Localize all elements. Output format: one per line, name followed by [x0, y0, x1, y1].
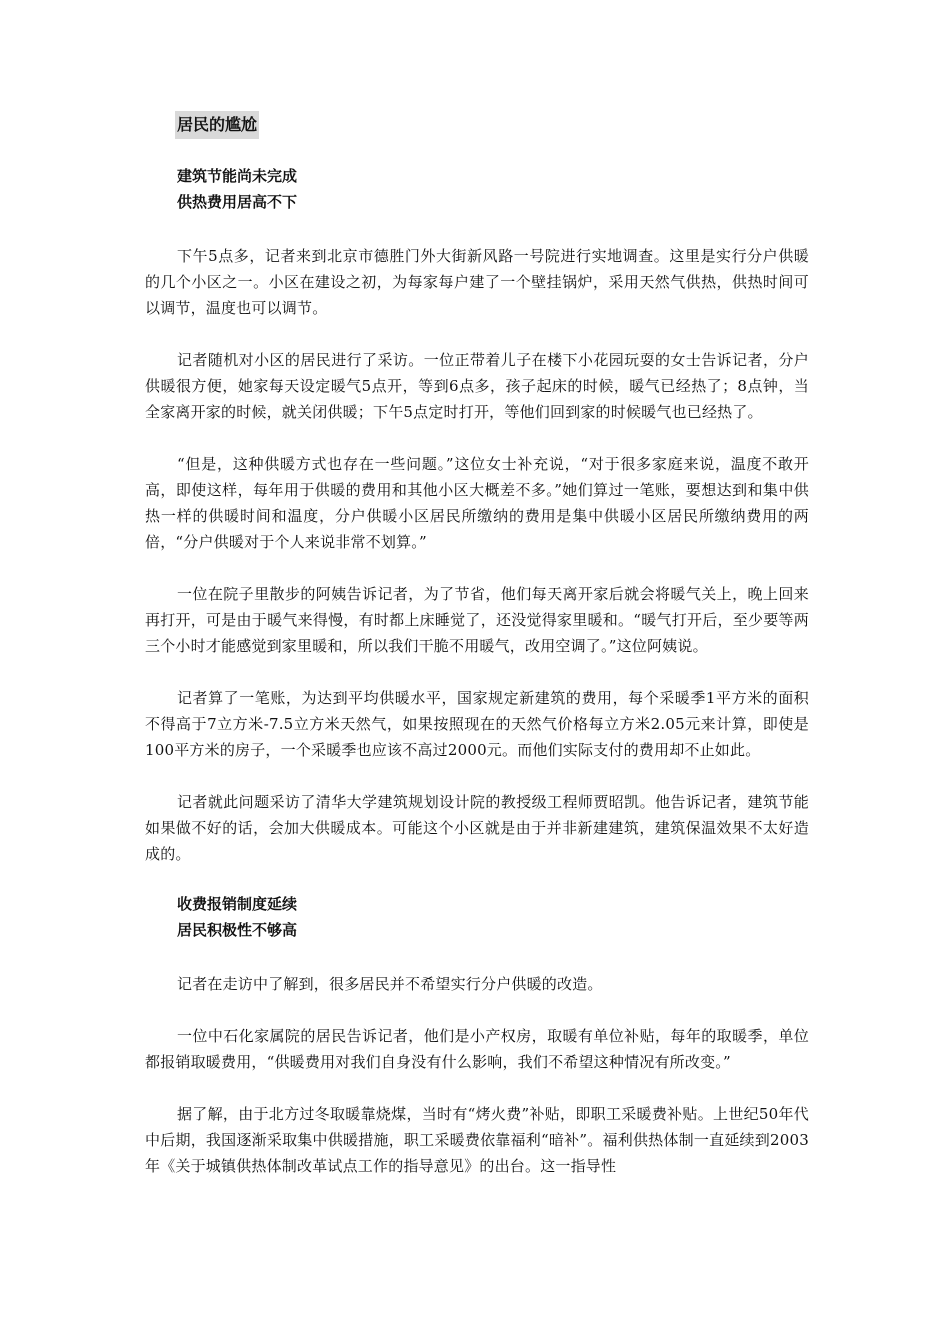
- body-paragraph: 记者算了一笔账，为达到平均供暖水平，国家规定新建筑的费用，每个采暖季1平方米的面积不得高于7立方米-7.5立方米天然气，如果按照现在的天然气价格每立方米2.05元来计算，即使是100平方米的房子，一个采暖季也应该不高过2000元。而他们实际支付的费用却不止如此。: [145, 689, 809, 759]
- subheading-block-1: [145, 163, 809, 215]
- subheading-line: 供热费用居高不下: [177, 193, 298, 211]
- subheading-line: 收费报销制度延续: [177, 895, 298, 913]
- body-paragraph: 一位在院子里散步的阿姨告诉记者，为了节省，他们每天离开家后就会将暖气关上，晚上回来再打开，可是由于暖气来得慢，有时都上床睡觉了，还没觉得家里暖和。“暖气打开后，至少要等两三个小时才能感觉到家里暖和，所以我们干脆不用暖气，改用空调了。”这位阿姨说。: [145, 585, 809, 655]
- body-paragraph: 据了解，由于北方过冬取暖靠烧煤，当时有“烤火费”补贴，即职工采暖费补贴。上世纪50年代中后期，我国逐渐采取集中供暖措施，职工采暖费依靠福利“暗补”。福利供热体制一直延续到2003年《关于城镇供热体制改革试点工作的指导意见》的出台。这一指导性: [145, 1105, 809, 1175]
- body-paragraph: 下午5点多，记者来到北京市德胜门外大街新风路一号院进行实地调查。这里是实行分户供暖的几个小区之一。小区在建设之初，为每家每户建了一个壁挂锅炉，采用天然气供热，供热时间可以调节，温度也可以调节。: [145, 247, 809, 317]
- section-title: 居民的尴尬: [175, 111, 259, 139]
- subheading-line: 建筑节能尚未完成: [177, 167, 298, 185]
- body-paragraph: 记者在走访中了解到，很多居民并不希望实行分户供暖的改造。: [177, 975, 603, 993]
- body-paragraph: 记者就此问题采访了清华大学建筑规划设计院的教授级工程师贾昭凯。他告诉记者，建筑节能如果做不好的话，会加大供暖成本。可能这个小区就是由于并非新建建筑，建筑保温效果不太好造成的。: [145, 793, 809, 863]
- subheading-line: 居民积极性不够高: [177, 921, 298, 939]
- body-paragraph: “但是，这种供暖方式也存在一些问题。”这位女士补充说，“对于很多家庭来说，温度不敢开高，即使这样，每年用于供暖的费用和其他小区大概差不多。”她们算过一笔账，要想达到和集中供热一样的供暖时间和温度，分户供暖小区居民所缴纳的费用是集中供暖小区居民所缴纳费用的两倍，“分户供暖对于个人来说非常不划算。”: [145, 455, 809, 551]
- document-body: [145, 111, 809, 1179]
- subheading-block-2: [145, 891, 809, 943]
- body-paragraph: 记者随机对小区的居民进行了采访。一位正带着儿子在楼下小花园玩耍的女士告诉记者，分户供暖很方便，她家每天设定暖气5点开，等到6点多，孩子起床的时候，暖气已经热了；8点钟，当全家离开家的时候，就关闭供暖；下午5点定时打开，等他们回到家的时候暖气也已经热了。: [145, 351, 809, 421]
- body-paragraph: 一位中石化家属院的居民告诉记者，他们是小产权房，取暖有单位补贴，每年的取暖季，单位都报销取暖费用，“供暖费用对我们自身没有什么影响，我们不希望这种情况有所改变。”: [145, 1027, 809, 1071]
